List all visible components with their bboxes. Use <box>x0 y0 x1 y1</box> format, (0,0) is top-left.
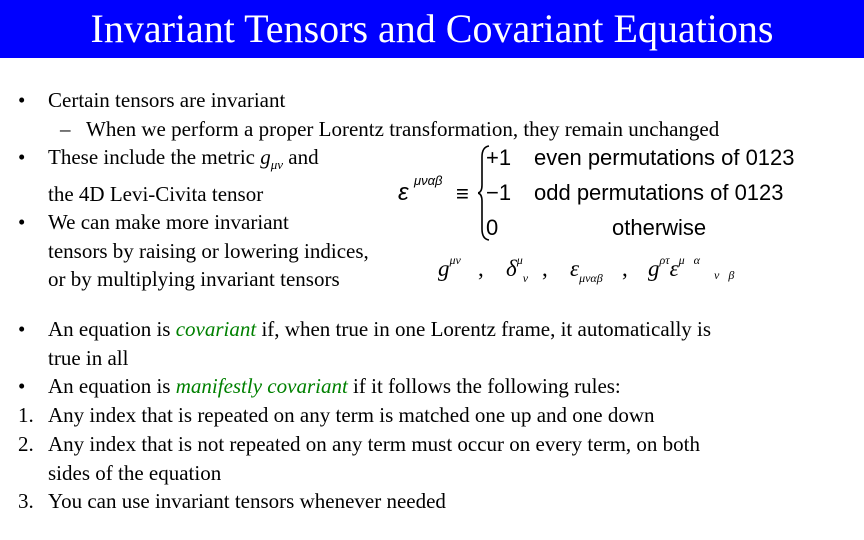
rule-3: 3. You can use invariant tensors whenever needed <box>18 487 838 516</box>
product-tensor: $g^{\rho\tau}\varepsilon^{\mu \alpha}$ <box>648 253 700 281</box>
bullet-raise-lower <box>18 208 448 237</box>
rule-number: 2. <box>18 431 34 456</box>
bullet-text: or by multiplying invariant tensors <box>48 267 340 292</box>
metric-tensor: $g^{\mu\nu}$ <box>438 253 461 281</box>
bullet-continuation <box>18 265 448 294</box>
bullet-text: and <box>283 145 319 169</box>
rule-number: 1. <box>18 403 34 428</box>
bullet-text: These include the metric <box>48 145 261 169</box>
case-condition: even permutations of 0123 <box>534 145 795 170</box>
bullet-covariant: • An equation is covariant if, when true in one Lorentz frame, it automatically is <box>18 315 838 344</box>
sub-bullet-lorentz <box>18 115 864 144</box>
invariant-tensor-list <box>438 250 758 286</box>
rule-2: 2. Any index that is not repeated on any term must occur on every term, on both <box>18 430 838 459</box>
bullet-continuation <box>18 237 448 266</box>
bullet-continuation <box>18 180 448 209</box>
separator: , <box>622 256 628 281</box>
rule-number: 3. <box>18 489 34 514</box>
separator: , <box>478 256 484 281</box>
metric-symbol: $g_{\mu\nu}$ <box>260 145 284 173</box>
product-lower-indices: ν β <box>714 268 735 282</box>
levi-civita-definition <box>398 145 798 245</box>
case-value: −1 <box>486 180 512 205</box>
bullet-metric <box>18 143 448 180</box>
bullet-text: Certain tensors are invariant <box>48 88 286 112</box>
lower-bullets <box>18 315 838 516</box>
separator: , <box>542 256 548 281</box>
case-condition: odd permutations of 0123 <box>534 180 784 205</box>
epsilon-indices: μναβ <box>414 173 443 188</box>
bullet-mark: • <box>18 88 26 112</box>
case-value: +1 <box>486 145 512 170</box>
bullet-invariant <box>18 86 448 115</box>
dash-mark: – <box>60 116 71 141</box>
bullet-mark: • <box>18 210 26 235</box>
rule-continuation: sides of the equation <box>48 460 222 485</box>
bullet-text: the 4D Levi-Civita tensor <box>48 181 264 206</box>
sub-bullet-text: When we perform a proper Lorentz transformation, they remain unchanged <box>86 116 720 141</box>
bullet-continuation: true in all <box>48 345 129 370</box>
bullet-mark: • <box>18 317 26 341</box>
kronecker-delta: $\delta^\mu_\nu$ <box>506 253 529 285</box>
bullet-mark: • <box>18 374 26 399</box>
slide-title: Invariant Tensors and Covariant Equations <box>0 0 864 58</box>
equiv-symbol: ≡ <box>456 181 469 206</box>
bullet-mark: • <box>18 145 26 169</box>
levi-civita-lower: $\varepsilon_{\mu\nu\alpha\beta}$ <box>570 256 603 285</box>
bullet-text: tensors by raising or lowering indices, <box>48 238 369 263</box>
term-manifestly-covariant: manifestly covariant <box>175 374 348 399</box>
bullet-manifestly-covariant: • An equation is manifestly covariant if it follows the following rules: <box>18 372 838 401</box>
epsilon-symbol: ε <box>398 179 409 206</box>
term-covariant: covariant <box>175 317 257 341</box>
bullet-text: We can make more invariant <box>48 210 289 235</box>
rule-1: 1. Any index that is repeated on any term is matched one up and one down <box>18 401 838 430</box>
case-condition: otherwise <box>612 215 707 240</box>
case-value: 0 <box>486 215 499 240</box>
